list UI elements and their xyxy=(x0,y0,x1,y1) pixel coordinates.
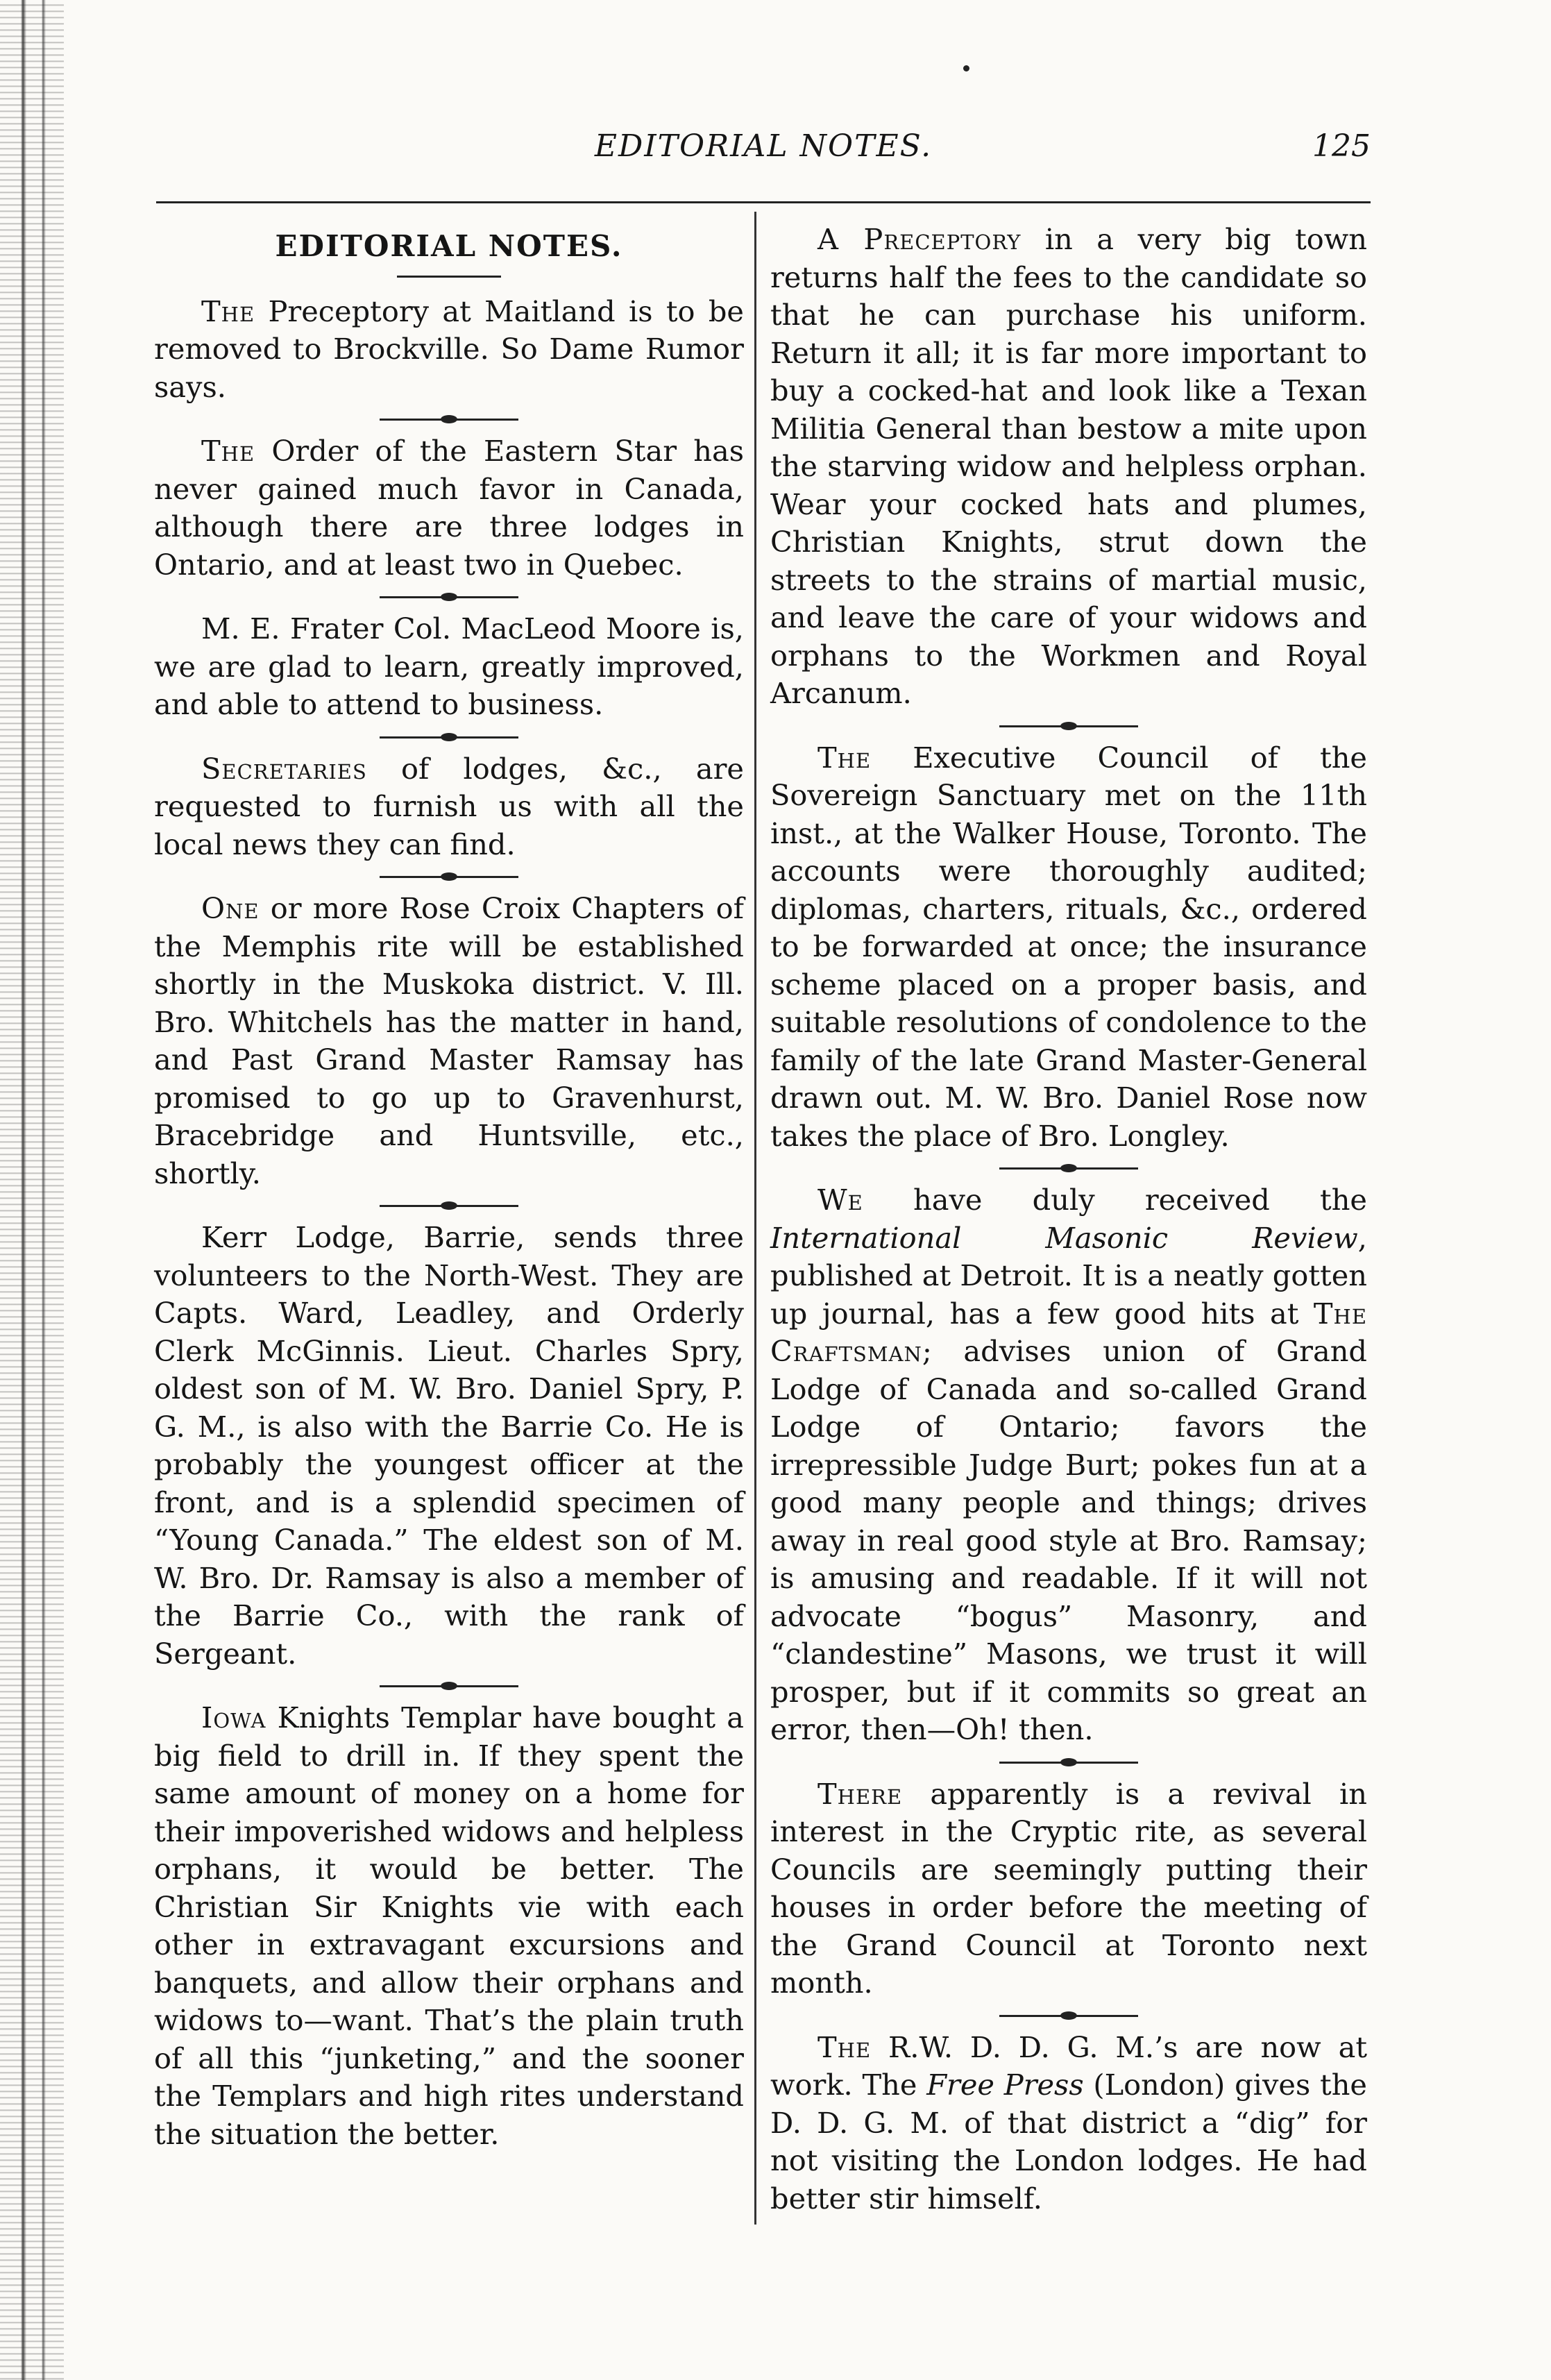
separator-rule xyxy=(154,1673,744,1699)
note-paragraph: The Executive Council of the Sovereign Sanctuary met on the 11th inst., at the Walker House, Toronto. The accounts were thoroughly audited; diplomas, charters, rituals, &c., ordered to be forwarded at once; the insurance scheme placed on a proper basis, and suitable resolutions of condolence to the family of the late Grand Master-General drawn out. M. W. Bro. Daniel Rose now takes the place of Bro. Longley. xyxy=(770,740,1367,1153)
right-column xyxy=(770,221,1367,2218)
running-head xyxy=(156,128,1371,184)
publication-title: Free Press xyxy=(926,2068,1084,2102)
note-paragraph: One or more Rose Croix Chapters of the Memphis rite will be established shortly in the Muskoka district. V. Ill. Bro. Whitchels has the matter in hand, and Past Grand Master Ramsay has promised to go up to Gravenhurst, Bracebridge and Huntsville, etc., shortly. xyxy=(154,891,744,1190)
separator-rule xyxy=(770,2002,1367,2029)
page-binding-edge xyxy=(0,0,64,2380)
column-divider xyxy=(754,212,756,2225)
section-title-rule xyxy=(397,276,501,278)
separator-rule xyxy=(770,1155,1367,1181)
separator-rule xyxy=(154,584,744,610)
note-paragraph: The R.W. D. D. G. M.’s are now at work. The Free Press (London) gives the D. D. G. M. of that district a “dig” for not visiting the London lodges. He had better stir himself. xyxy=(770,2029,1367,2216)
note-paragraph: M. E. Frater Col. MacLeod Moore is, we are glad to learn, greatly improved, and able to attend to business. xyxy=(154,611,744,721)
note-paragraph: We have duly received the International Masonic Review, published at Detroit. It is a neatly gotten up journal, has a few good hits at The Craftsman; advises union of Grand Lodge of Canada and so-called Grand Lodge of Ontario; favors the irrepressible Judge Burt; pokes fun at a good many people and things; drives away in real good style at Bro. Ramsay; is amusing and readable. If it will not advocate “bogus” Masonry, and “clandestine” Masons, we trust it will prosper, but if it commits so great an error, then—Oh! then. xyxy=(770,1183,1367,1746)
separator-rule xyxy=(770,713,1367,739)
publication-name: The Craftsman xyxy=(770,1296,1367,1368)
note-paragraph: A Preceptory in a very big town returns half the fees to the candidate so that he can purchase his uniform. Return it all; it is far more important to buy a cocked-hat and look like a Texan Militia General than bestow a mite upon the starving widow and helpless orphan. Wear your cocked hats and plumes, Christian Knights, strut down the streets to the strains of martial music, and leave the care of your widows and orphans to the Workmen and Royal Arcanum. xyxy=(770,222,1367,710)
page-number: 125 xyxy=(1312,128,1371,164)
header-rule xyxy=(156,201,1371,203)
note-paragraph: Kerr Lodge, Barrie, sends three volunteers to the North-West. They are Capts. Ward, Leadley, and Orderly Clerk McGinnis. Lieut. Charles Spry, oldest son of M. W. Bro. Daniel Spry, P. G. M., is also with the Barrie Co. He is probably the youngest officer at the front, and is a splendid specimen of “Young Canada.” The eldest son of M. W. Bro. Dr. Ramsay is also a member of the Barrie Co., with the rank of Sergeant. xyxy=(154,1220,744,1671)
separator-rule xyxy=(154,863,744,890)
separator-rule xyxy=(154,1192,744,1219)
publication-title: International Masonic Review xyxy=(770,1220,1358,1255)
scan-speck xyxy=(963,65,969,71)
note-paragraph: The Order of the Eastern Star has never gained much favor in Canada, although there are three lodges in Ontario, and at least two in Quebec. xyxy=(154,434,744,582)
separator-rule xyxy=(154,406,744,432)
note-paragraph: Iowa Knights Templar have bought a big field to drill in. If they spent the same amount of money on a home for their impoverished widows and helpless orphans, it would be better. The Christian Sir Knights vie with each other in extravagant excursions and banquets, and allow their orphans and widows to—want. That’s the plain truth of all this “junketing,” and the sooner the Templars and high rites understand the situation the better. xyxy=(154,1700,744,2151)
running-head-title: EDITORIAL NOTES. xyxy=(594,128,933,164)
separator-rule xyxy=(154,724,744,750)
note-paragraph: The Preceptory at Maitland is to be removed to Brockville. So Dame Rumor says. xyxy=(154,294,744,404)
separator-rule xyxy=(770,1749,1367,1775)
note-paragraph: Secretaries of lodges, &c., are requested to furnish us with all the local news they can find. xyxy=(154,751,744,861)
left-column xyxy=(154,221,744,2153)
note-paragraph: There apparently is a revival in interest in the Cryptic rite, as several Councils are seemingly putting their houses in order before the meeting of the Grand Council at Toronto next month. xyxy=(770,1776,1367,2000)
section-title: EDITORIAL NOTES. xyxy=(154,228,744,278)
